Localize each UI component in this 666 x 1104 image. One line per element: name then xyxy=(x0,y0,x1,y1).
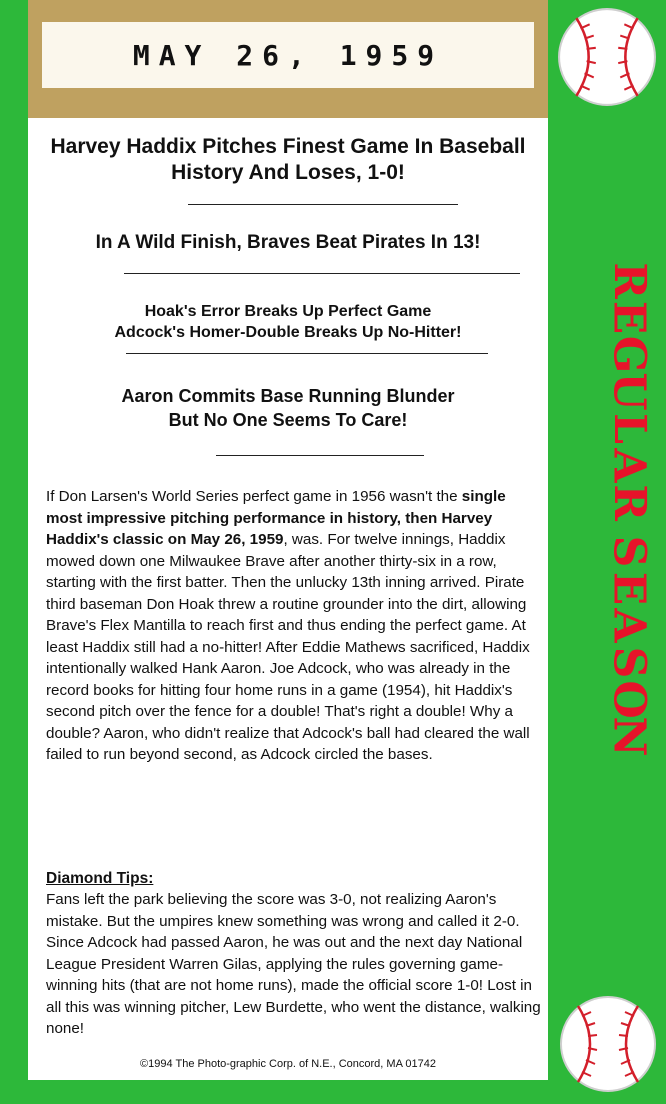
tips-body: Fans left the park believing the score was 3-0, not realizing Aaron's mistake. But the umpires knew something was wrong and called it 2-0. Since Adcock had passed Aaron, he was out and the next day National League President Warren Gilas, applying the rules governing game-winning hits (that are not home runs), made the official score 1-0! Lost in all this was winning pitcher, Lew Burdette, who went the distance, walking none! xyxy=(46,891,541,1037)
banner-letter: E xyxy=(603,300,655,335)
divider xyxy=(188,204,458,205)
banner-letter: A xyxy=(603,608,655,643)
banner-letter: N xyxy=(603,716,655,757)
banner-letter: S xyxy=(603,535,655,568)
banner-letter: A xyxy=(603,448,655,483)
headline-4-line-2: But No One Seems To Care! xyxy=(168,410,408,430)
headline-4 xyxy=(28,384,548,432)
headline-3 xyxy=(28,301,548,343)
article-emphasis: single most impressive pitching performance in history, then Harvey Haddix's classic on May 26, 1959 xyxy=(46,488,506,548)
divider xyxy=(126,353,488,354)
copyright: ©1994 The Photo-graphic Corp. of N.E., Concord, MA 01742 xyxy=(140,1058,436,1070)
headline-4-line-1: Aaron Commits Base Running Blunder xyxy=(121,386,455,406)
headline-2: In A Wild Finish, Braves Beat Pirates In 13! xyxy=(95,232,481,253)
article-rest: , was. For twelve innings, Haddix mowed down one Milwaukee Brave after another thirty-six in a row, starting with the first batter. Then the unlucky 13th inning arrived. Pirate third baseman Don Hoak threw a routine grounder into the dirt, allowing Brave's Flex Mantilla to reach first and thus ending the perfect game. At least Haddix still had a no-hitter! After Eddie Mathews sacrificed, Haddix intentionally walked Hank Aaron. Joe Adcock, who was already in the record books for hitting four home runs in a game (1954), hit Haddix's second pitch over the fence for a double! That's right a double! Why a double? Aaron, who didn't realize that Adcock's ball had cleared the wall failed to run beyond second, as Adcock circled the bases. xyxy=(46,531,530,763)
banner-letter: R xyxy=(603,484,655,521)
date-band xyxy=(28,0,548,118)
baseball-icon xyxy=(558,994,658,1094)
banner-letter: U xyxy=(603,372,655,411)
card xyxy=(28,0,548,1080)
headline-main: Harvey Haddix Pitches Finest Game In Baseball History And Loses, 1-0! xyxy=(50,135,526,184)
divider xyxy=(124,273,520,274)
date-box xyxy=(42,22,534,88)
banner-letter: G xyxy=(603,335,655,374)
date-title: MAY 26, 1959 xyxy=(132,38,444,72)
article-lead: If Don Larsen's World Series perfect game in 1956 wasn't the xyxy=(46,488,462,505)
banner-letter: R xyxy=(603,262,655,299)
baseball-icon xyxy=(556,6,658,108)
headline-3-line-2: Adcock's Homer-Double Breaks Up No-Hitter! xyxy=(114,324,462,341)
article-panel xyxy=(28,118,548,1080)
banner-letter: L xyxy=(603,413,655,444)
side-banner xyxy=(603,262,655,842)
tips-heading: Diamond Tips: xyxy=(46,870,154,887)
banner-letter: E xyxy=(603,571,655,606)
banner-letter: S xyxy=(603,646,655,679)
headline-3-line-1: Hoak's Error Breaks Up Perfect Game xyxy=(144,303,432,320)
banner-letter: O xyxy=(603,680,655,719)
divider xyxy=(216,455,424,456)
article-body xyxy=(46,486,546,766)
